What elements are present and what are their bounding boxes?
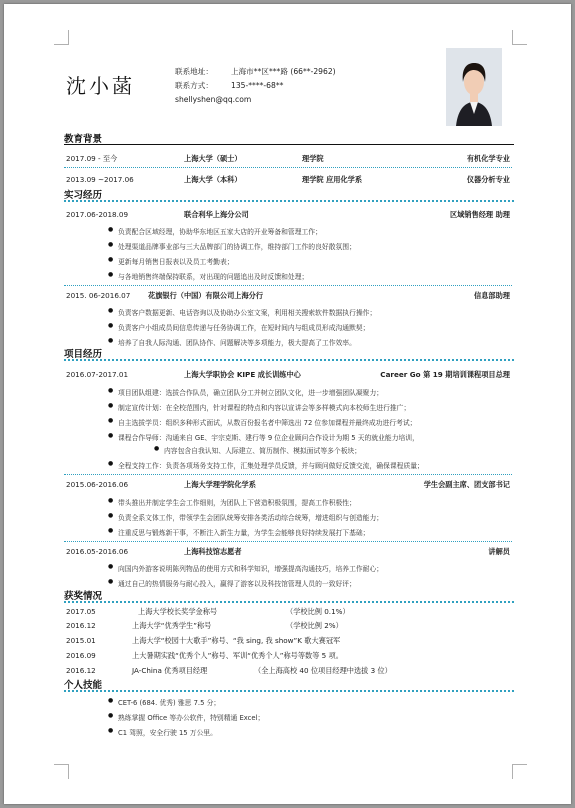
section-divider [64, 144, 514, 145]
skills-section [64, 677, 514, 692]
job-bullet: ● 负责客户数据更新、电话咨询以及协助办公室文案，利用相关搜索软件数据执行操作； [118, 307, 518, 317]
award-text: 上海大学“校园十大歌手”称号、“我 sing, 我 show”K 歌大赛冠军 [132, 636, 341, 645]
work-title: 实习经历 [64, 190, 103, 201]
project-bullet: ● 注重反思与锻炼新干事，不断注入新生力量，为学生会能够良好持续发展打下基础； [118, 527, 518, 537]
job-bullet: ● 培养了自我人际沟通、团队协作、问题解决等多项能力，极大提高了工作效率。 [118, 337, 518, 347]
dotted-divider [64, 285, 512, 286]
work-section [64, 187, 514, 202]
job-role: 信息部助理 [474, 291, 510, 300]
award-row [66, 607, 510, 618]
skill-bullet: ● C1 驾照，安全行驶 15 万公里。 [118, 727, 518, 737]
job-role: 区域销售经理 助理 [449, 210, 510, 219]
project-bullet: ● 自主选拔学员：组织多种形式面试，从数百份报名者中筛选出 72 位参加课程并最终成功进行考试； [118, 417, 518, 427]
award-row [66, 621, 510, 632]
edu-school: 上海大学（本科） [184, 175, 242, 184]
project-role: Career Go 第 19 期培训课程项目总理 [380, 370, 510, 379]
education-title: 教育背景 [64, 134, 103, 145]
job-row [66, 210, 510, 221]
award-note: （学校比例 2%） [286, 621, 343, 630]
project-bullet: ● 带头推出并制定学生会工作细则，为团队上下营造积极氛围，提高工作积极性； [118, 497, 518, 507]
award-date: 2015.01 [66, 636, 96, 645]
skills-title: 个人技能 [64, 680, 103, 691]
award-date: 2016.12 [66, 621, 96, 630]
section-divider [64, 690, 514, 692]
job-date: 2015. 06-2016.07 [66, 291, 131, 300]
edu-major: 仪器分析专业 [466, 175, 510, 184]
project-bullet: ● 课程合作导师：沟通来自 GE、宇宗克斯、建行等 9 位企业顾问合作设计为期 5 天的就业能力培训， [118, 432, 518, 442]
award-text: JA-China 优秀项目经理 [132, 666, 208, 675]
projects-title: 项目经历 [64, 349, 103, 360]
crop-mark-top-left [54, 30, 69, 45]
candidate-name: 沈小菡 [66, 74, 135, 98]
edu-college: 理学院 [302, 154, 324, 163]
project-org: 上海科技馆志愿者 [184, 547, 242, 556]
edu-date: 2017.09 - 至今 [66, 154, 118, 163]
crop-mark-top-right [512, 30, 527, 45]
project-row [66, 547, 510, 558]
project-org: 上海大学职协会 KIPE 成长训练中心 [184, 370, 301, 379]
crop-mark-bottom-right [512, 764, 527, 779]
job-bullet: ● 处理渠道品牌事业部与三大品牌部门的协调工作，维持部门工作的良好散氛围； [118, 241, 518, 251]
portrait-illustration [446, 48, 502, 126]
dotted-divider [64, 167, 512, 168]
project-bullet: ● 通过自己的热情服务与耐心投入，赢得了游客以及科技馆管理人员的一致好评； [118, 578, 518, 588]
crop-mark-bottom-left [54, 764, 69, 779]
award-date: 2017.05 [66, 607, 96, 616]
phone-label: 联系方式： [175, 81, 213, 90]
award-row [66, 636, 510, 647]
job-bullet: ● 负责配合区域经理，协助华东地区五家大店的开业筹备和管理工作； [118, 226, 518, 236]
project-date: 2016.07-2017.01 [66, 370, 129, 379]
project-row [66, 480, 510, 491]
skill-bullet: ● 熟练掌握 Office 等办公软件，特别精通 Excel； [118, 712, 518, 722]
job-bullet: ● 更新每月销售日报表以及员工考勤表； [118, 256, 518, 266]
job-row [66, 291, 510, 302]
award-text: 上大暑期实践“优秀个人”称号、军训“优秀个人”称号等数等 5 项。 [132, 651, 343, 660]
profile-photo [446, 48, 502, 126]
dotted-divider [64, 474, 512, 475]
edu-date: 2013.09 ~2017.06 [66, 175, 134, 184]
project-row [66, 370, 510, 381]
project-bullet: ● 制定宣传计划：在全校范围内，针对课程的特点和内容以宣讲会等多样模式向本校师生进行推广； [118, 402, 518, 412]
job-bullet: ● 负责客户小组成员间信息传递与任务协调工作，在短时间内与组成员形成沟通默契； [118, 322, 518, 332]
project-org: 上海大学理学院化学系 [184, 480, 256, 489]
project-bullet: ● 全程支持工作：负责各项场务支持工作，汇集处理学员反馈，并与顾问做好反馈交流，确保课程质量； [118, 460, 518, 470]
section-divider [64, 601, 514, 603]
job-company: 联合利华上海分公司 [184, 210, 249, 219]
award-date: 2016.09 [66, 651, 96, 660]
award-text: 上海大学校长奖学金称号 [138, 607, 218, 616]
education-section [64, 131, 514, 145]
education-row [66, 154, 510, 165]
award-note: （全上海高校 40 位项目经理中选拔 3 位） [254, 666, 392, 675]
project-date: 2015.06-2016.06 [66, 480, 129, 489]
edu-major: 有机化学专业 [466, 154, 510, 163]
job-bullet: ● 与各地销售终端保持联系，对出现的问题追出及时反馈和处理； [118, 271, 518, 281]
email-value: shellyshen@qq.com [175, 95, 252, 104]
award-text: 上海大学“优秀学生”称号 [132, 621, 212, 630]
skill-bullet: ● CET-6 (684. 优秀) 雅思 7.5 分； [118, 697, 518, 707]
project-role: 讲解员 [488, 547, 510, 556]
awards-section [64, 588, 514, 603]
project-bullet: ● 项目团队组建：选拔合作队员，确立团队分工并树立团队文化，进一步增强团队凝聚力； [118, 387, 518, 397]
dotted-divider [64, 541, 512, 542]
project-role: 学生会副主席、团支部书记 [423, 480, 510, 489]
section-divider [64, 359, 514, 361]
projects-section [64, 346, 514, 361]
job-company: 花旗银行（中国）有限公司上海分行 [148, 291, 264, 300]
project-bullet: ● 负责全系文体工作，带领学生会团队统筹安排各类活动综合统筹，增进组织与创造能力； [118, 512, 518, 522]
job-date: 2017.06-2018.09 [66, 210, 129, 219]
project-bullet-continuation: ● 内容包含自我认知、人际建立、简历制作、模拟面试等多个板块； [164, 445, 564, 455]
education-row [66, 175, 510, 186]
address-label: 联系地址： [175, 67, 213, 76]
edu-school: 上海大学（硕士） [184, 154, 242, 163]
contact-block [175, 65, 336, 107]
award-date: 2016.12 [66, 666, 96, 675]
section-divider [64, 200, 514, 202]
edu-college: 理学院 应用化学系 [302, 175, 363, 184]
awards-title: 获奖情况 [64, 591, 103, 602]
award-row [66, 651, 510, 662]
address-value: 上海市**区***路 (66**-2962) [231, 67, 336, 76]
award-note: （学校比例 0.1%） [286, 607, 350, 616]
project-date: 2016.05-2016.06 [66, 547, 129, 556]
phone-value: 135-****-68** [231, 81, 284, 90]
project-bullet: ● 向国内外游客说明陈列物品的使用方式和科学知识，增强提高沟通技巧，培养工作耐心； [118, 563, 518, 573]
award-row [66, 666, 510, 677]
